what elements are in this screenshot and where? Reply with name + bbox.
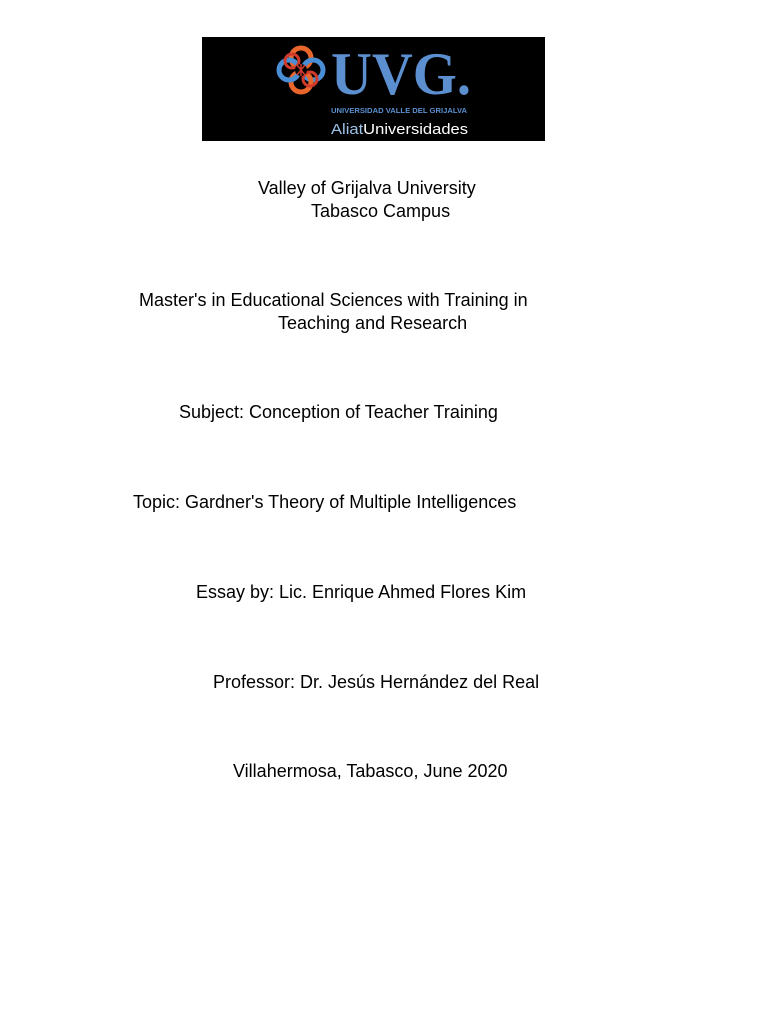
aliat-name: Universidades xyxy=(363,121,459,138)
professor-line: Professor: Dr. Jesús Hernández del Real xyxy=(213,672,540,692)
topic-line: Topic: Gardner's Theory of Multiple Intelligences xyxy=(133,492,517,512)
campus-name: Tabasco Campus xyxy=(311,201,451,221)
author-line: Essay by: Lic. Enrique Ahmed Flores Kim xyxy=(196,582,527,602)
aliat-brand xyxy=(331,121,468,138)
uvg-emblem-icon xyxy=(279,48,323,92)
university-logo xyxy=(202,37,545,141)
program-title-line2: Teaching and Research xyxy=(278,313,468,333)
uvg-logo-graphic xyxy=(202,37,545,141)
uvg-wordmark: UVG. xyxy=(331,41,471,107)
subject-line: Subject: Conception of Teacher Training xyxy=(179,402,498,422)
aliat-prefix: Aliat xyxy=(331,121,361,138)
university-name: Valley of Grijalva University xyxy=(258,178,476,198)
program-title-line1: Master's in Educational Sciences with Training in xyxy=(139,290,528,310)
place-date-line: Villahermosa, Tabasco, June 2020 xyxy=(233,761,508,781)
university-tagline: UNIVERSIDAD VALLE DEL GRIJALVA xyxy=(331,108,467,115)
